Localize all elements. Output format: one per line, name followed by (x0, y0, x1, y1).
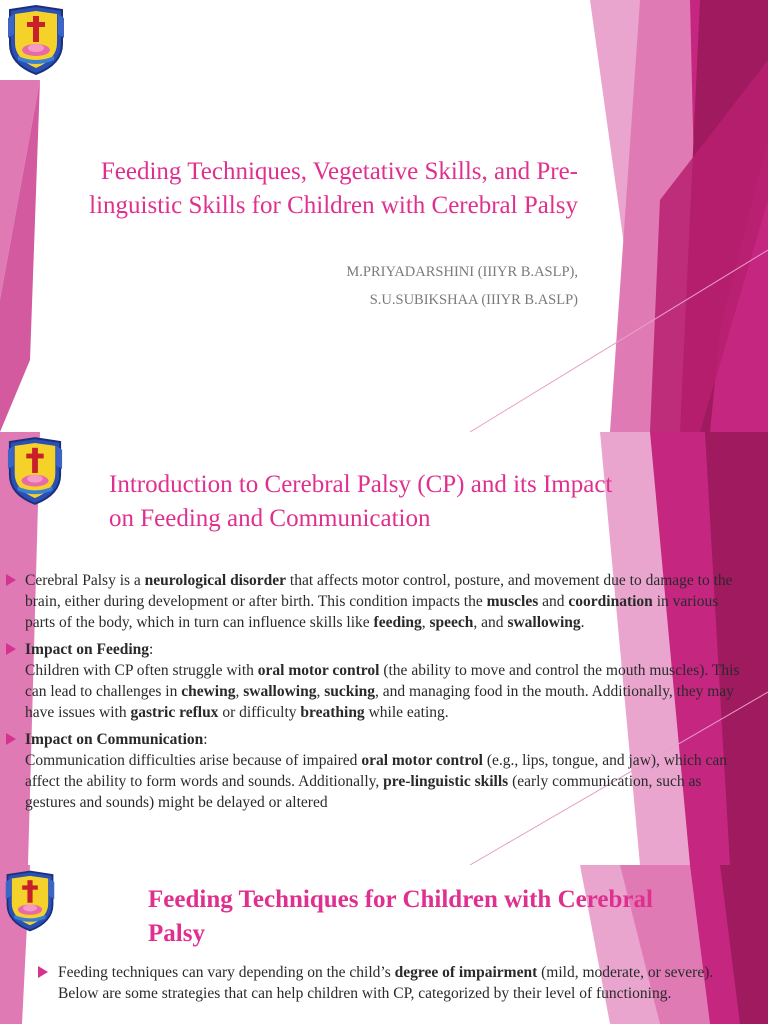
title-slide (0, 0, 768, 432)
bullet-cerebral-palsy: Cerebral Palsy is a neurological disorder that affects motor control, posture, and movement due to damage to the brain, either during development or after birth. This condition impacts the muscles and coordination in various parts of the body, which in turn can influence skills like feeding, speech, and swallowing. (6, 570, 748, 633)
slide3-title: Feeding Techniques for Children with Cerebral Palsy (148, 886, 653, 947)
authors (346, 258, 578, 314)
bullet-arrow-icon (38, 966, 48, 978)
bullet-arrow-icon (6, 643, 16, 655)
college-crest-logo (6, 436, 64, 506)
author-2: S.U.SUBIKSHAA (IIIYR B.ASLP) (369, 292, 578, 308)
slide1-title: Feeding Techniques, Vegetative Skills, and Pre-linguistic Skills for Children with Cerebral Palsy (89, 158, 578, 219)
bullet-impact-communication: Impact on Communication: Communication difficulties arise because of impaired oral motor control (e.g., lips, tongue, and jaw), which can affect the ability to form words and sounds. Additionally, pre-linguistic skills (early communication, such as gestures and sounds) might be delayed or altered (6, 729, 748, 813)
author-1: M.PRIYADARSHINI (IIIYR B.ASLP), (346, 264, 578, 280)
bullet-arrow-icon (6, 733, 16, 745)
college-crest-logo (6, 4, 66, 76)
slide2-title: Introduction to Cerebral Palsy (CP) and its Impact on Feeding and Communication (109, 471, 613, 532)
bullet-feeding-techniques: Feeding techniques can vary depending on the child’s degree of impairment (mild, moderate, or severe). Below are some strategies that can help children with CP, categorized by their level of functioning. (38, 962, 718, 1004)
bullet-heading: Impact on Feeding (25, 641, 149, 658)
bullet-arrow-icon (6, 574, 16, 586)
feeding-techniques-slide (0, 865, 768, 1024)
bullet-list (6, 570, 748, 819)
bullet-heading: Impact on Communication (25, 731, 204, 748)
bullet-impact-feeding: Impact on Feeding: Children with CP often struggle with oral motor control (the ability to move and control the mouth muscles). This can lead to challenges in chewing, swallowing, sucking, and managing food in the mouth. Additionally, they may have issues with gastric reflux or difficulty breathing while eating. (6, 639, 748, 723)
college-crest-logo (4, 869, 56, 933)
bullet-list (38, 962, 718, 1004)
intro-slide (0, 432, 768, 865)
